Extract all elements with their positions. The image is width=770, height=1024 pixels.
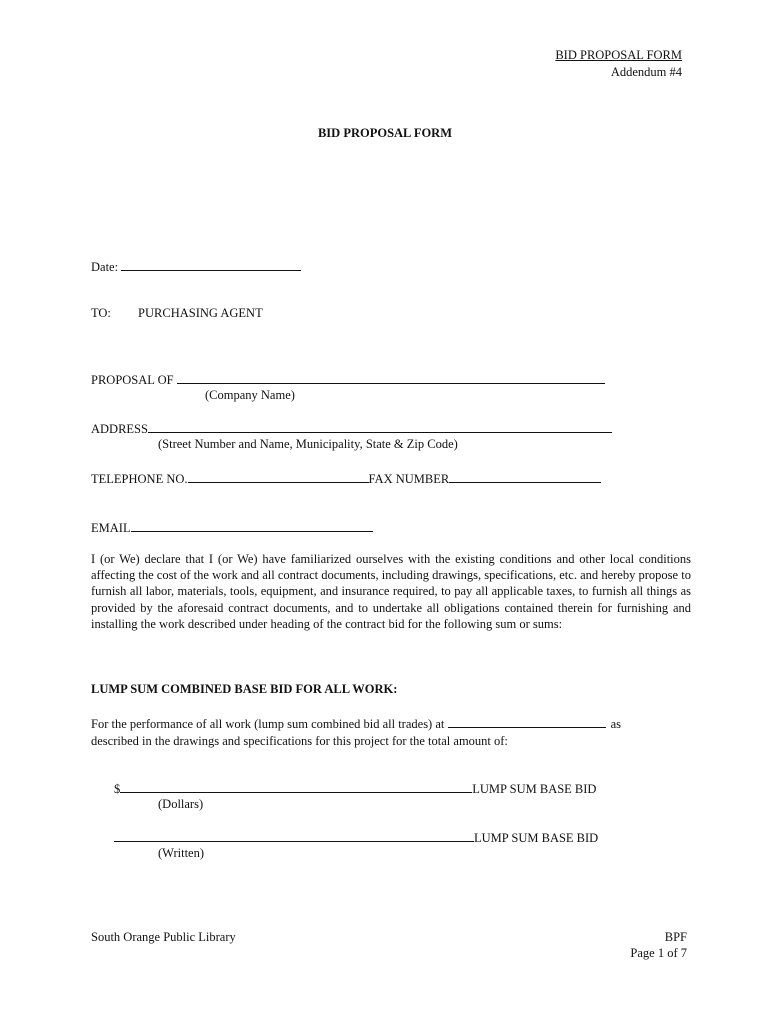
email-field[interactable] — [131, 519, 373, 532]
address-caption: (Street Number and Name, Municipality, State & Zip Code) — [158, 437, 458, 451]
company-caption: (Company Name) — [205, 388, 295, 402]
address-row — [91, 420, 612, 437]
dollars-row — [114, 780, 596, 797]
email-label: EMAIL — [91, 521, 131, 535]
dollar-sign: $ — [114, 782, 121, 796]
dollars-suffix: LUMP SUM BASE BID — [472, 782, 597, 796]
dollars-caption: (Dollars) — [158, 797, 204, 811]
lump-sum-line2: described in the drawings and specifications for this project for the total amount of: — [91, 734, 508, 748]
footer-page-number: Page 1 of 7 — [630, 946, 687, 960]
written-caption: (Written) — [158, 846, 205, 860]
lump-sum-heading: LUMP SUM COMBINED BASE BID FOR ALL WORK: — [91, 682, 398, 696]
to-row — [91, 306, 263, 321]
company-name-field[interactable] — [177, 371, 605, 384]
email-row — [91, 519, 373, 536]
written-row — [114, 829, 598, 846]
written-amount-field[interactable] — [114, 829, 474, 842]
footer-code: BPF — [664, 930, 687, 944]
written-suffix: LUMP SUM BASE BID — [474, 831, 599, 845]
footer-library-name: South Orange Public Library — [91, 930, 236, 944]
address-label: ADDRESS — [91, 422, 148, 436]
fax-field[interactable] — [449, 470, 601, 483]
lump-sum-paragraph — [91, 715, 621, 750]
telephone-field[interactable] — [188, 470, 369, 483]
lump-sum-line1-start: For the performance of all work (lump sum combined bid all trades) at — [91, 717, 445, 731]
declaration-paragraph: I (or We) declare that I (or We) have familiarized ourselves with the existing conditions and other local conditions affecting the cost of the work and all contract documents, including drawings, specifications, etc. and hereby propose to furnish all labor, materials, tools, equipment, and insurance required, to pay all applicable taxes, to furnish all things as provided by the aforesaid contract documents, and to undertake all obligations contained therein for furnishing and installing the work described under heading of the contract bid for the following sum or sums: — [91, 552, 691, 631]
date-label: Date: — [91, 260, 119, 274]
dollars-field[interactable] — [120, 780, 472, 793]
to-label: TO: — [91, 306, 111, 320]
header-form-title: BID PROPOSAL FORM — [555, 48, 682, 62]
document-title: BID PROPOSAL FORM — [317, 126, 453, 140]
date-row — [91, 258, 301, 275]
header-addendum: Addendum #4 — [610, 65, 682, 79]
lump-sum-line1-end: as — [610, 717, 622, 731]
telephone-label: TELEPHONE NO. — [91, 472, 188, 486]
fax-label: FAX NUMBER — [368, 472, 450, 486]
to-value: PURCHASING AGENT — [138, 306, 263, 320]
address-field[interactable] — [148, 420, 612, 433]
lump-sum-location-field[interactable] — [448, 715, 606, 728]
proposal-row — [91, 371, 605, 388]
date-field[interactable] — [121, 258, 301, 271]
telephone-row — [91, 470, 601, 487]
proposal-label: PROPOSAL OF — [91, 373, 174, 387]
